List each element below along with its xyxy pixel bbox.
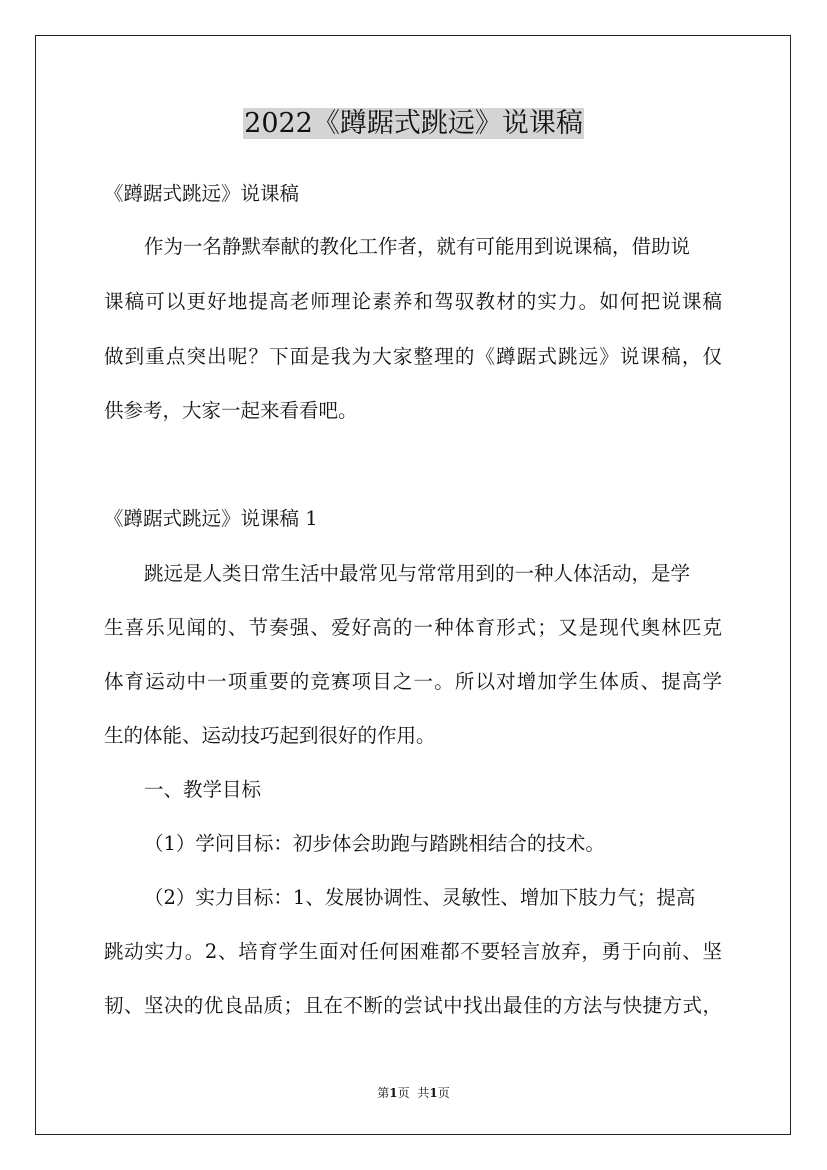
- footer-page-suffix: 页: [397, 1086, 410, 1100]
- footer-page-number: 1: [389, 1086, 398, 1100]
- paragraph-line: 生喜乐见闻的、节奏强、爱好高的一种体育形式；又是现代奥林匹克: [104, 616, 722, 639]
- paragraph-line: 韧、坚决的优良品质；且在不断的尝试中找出最佳的方法与快捷方式，: [104, 994, 722, 1017]
- page-footer: [0, 1085, 827, 1101]
- document-title: [0, 104, 827, 144]
- paragraph-line: 跳远是人类日常生活中最常见与常常用到的一种人体活动，是学: [144, 562, 691, 585]
- paragraph-line: 体育运动中一项重要的竞赛项目之一。所以对增加学生体质、提高学: [104, 670, 722, 693]
- section-heading: 《蹲踞式跳远》说课稿: [104, 182, 300, 205]
- document-title-text: 2022《蹲踞式跳远》说课稿: [244, 108, 583, 139]
- footer-page-prefix: 第: [377, 1086, 390, 1100]
- paragraph-line: 生的体能、运动技巧起到很好的作用。: [104, 724, 436, 747]
- paragraph-line: 供参考，大家一起来看看吧。: [104, 399, 358, 422]
- paragraph-line: 做到重点突出呢？下面是我为大家整理的《蹲踞式跳远》说课稿，仅: [104, 345, 722, 368]
- paragraph-line: 跳动实力。2、培育学生面对任何困难都不要轻言放弃，勇于向前、坚: [104, 940, 722, 963]
- section-heading: 《蹲踞式跳远》说课稿 1: [104, 507, 318, 530]
- paragraph-line: 课稿可以更好地提高老师理论素养和驾驭教材的实力。如何把说课稿: [104, 290, 722, 313]
- footer-total-suffix: 页: [437, 1086, 450, 1100]
- paragraph-line: （1）学问目标：初步体会助跑与踏跳相结合的技术。: [144, 832, 605, 855]
- paragraph-line: （2）实力目标：1、发展协调性、灵敏性、增加下肢力气；提高: [144, 886, 696, 909]
- paragraph-line: 作为一名静默奉献的教化工作者，就有可能用到说课稿，借助说: [144, 235, 691, 258]
- footer-total-prefix: 共: [417, 1086, 430, 1100]
- subsection-heading: 一、教学目标: [144, 778, 262, 801]
- footer-total-number: 1: [429, 1086, 438, 1100]
